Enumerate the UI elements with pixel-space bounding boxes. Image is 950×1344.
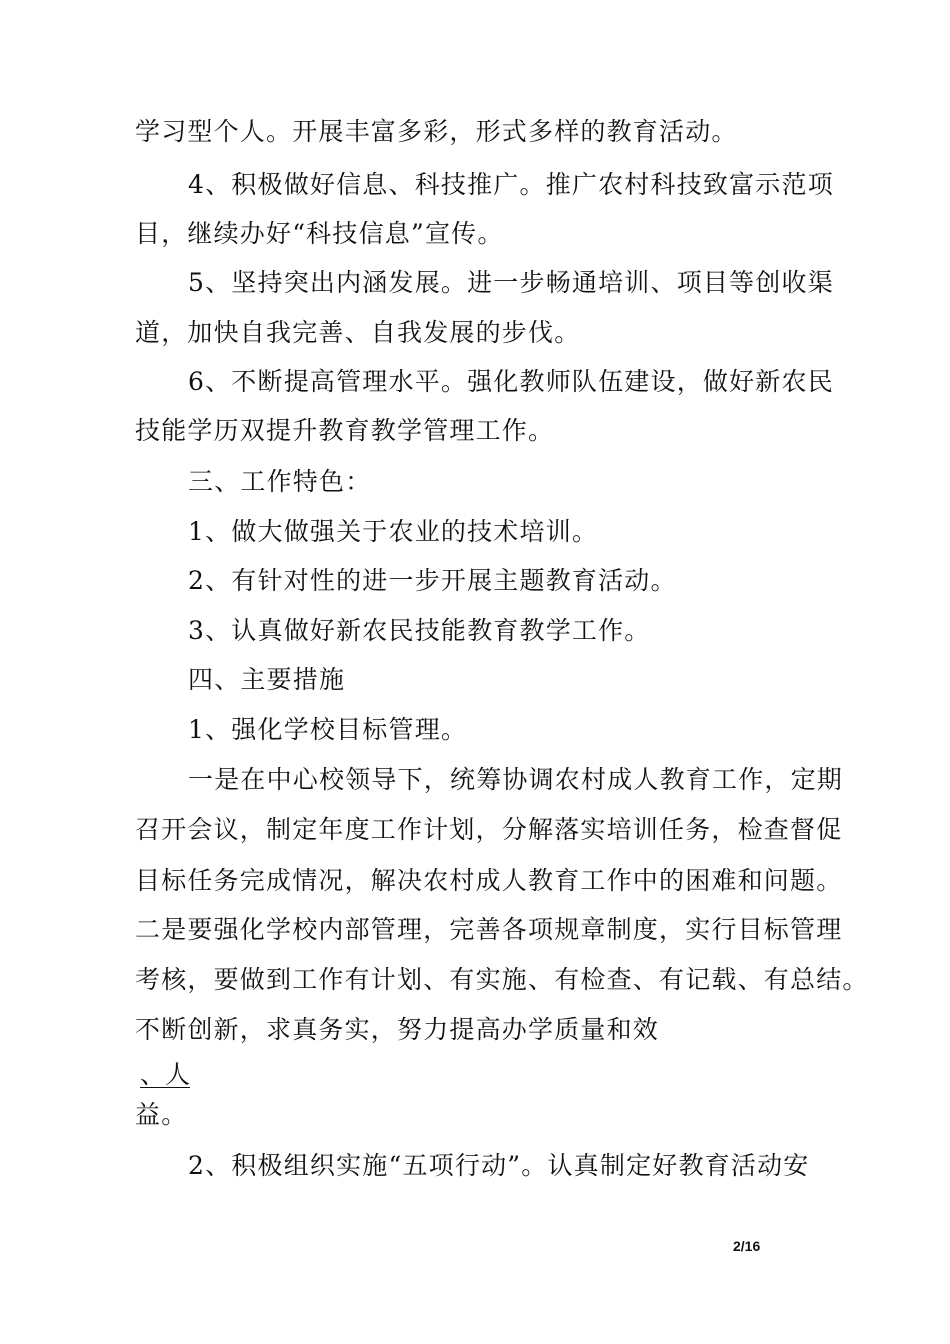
text-line: 2、有针对性的进一步开展主题教育活动。 — [188, 566, 677, 595]
stray-text-fragment: 、人 — [140, 1060, 191, 1089]
page-number: 2/16 — [733, 1238, 761, 1254]
text-line: 考核，要做到工作有计划、有实施、有检查、有记载、有总结。 — [135, 965, 869, 994]
text-line: 4、积极做好信息、科技推广。推广农村科技致富示范项 — [188, 170, 834, 199]
text-line: 6、不断提高管理水平。强化教师队伍建设，做好新农民 — [188, 367, 834, 396]
text-line: 道，加快自我完善、自我发展的步伐。 — [135, 318, 581, 347]
text-line: 不断创新，求真务实，努力提高办学质量和效 — [135, 1015, 660, 1044]
text-line: 召开会议，制定年度工作计划，分解落实培训任务，检查督促 — [135, 815, 843, 844]
text-line: 一是在中心校领导下，统筹协调农村成人教育工作，定期 — [188, 765, 844, 794]
text-line: 学习型个人。开展丰富多彩，形式多样的教育活动。 — [135, 117, 738, 146]
text-line: 3、认真做好新农民技能教育教学工作。 — [188, 616, 651, 645]
text-line: 5、坚持突出内涵发展。进一步畅通培训、项目等创收渠 — [188, 268, 834, 297]
text-line: 2、积极组织实施“五项行动”。认真制定好教育活动安 — [188, 1151, 810, 1180]
text-line: 目，继续办好“科技信息”宣传。 — [135, 219, 504, 248]
text-line: 益。 — [135, 1100, 188, 1129]
text-line: 二是要强化学校内部管理，完善各项规章制度，实行目标管理 — [135, 915, 843, 944]
text-line: 1、强化学校目标管理。 — [188, 715, 468, 744]
section-heading: 四、主要措施 — [188, 665, 346, 694]
section-heading: 三、工作特色： — [188, 467, 372, 496]
text-line: 目标任务完成情况，解决农村成人教育工作中的困难和问题。 — [135, 866, 843, 895]
text-line: 技能学历双提升教育教学管理工作。 — [135, 416, 555, 445]
text-line: 1、做大做强关于农业的技术培训。 — [188, 517, 599, 546]
